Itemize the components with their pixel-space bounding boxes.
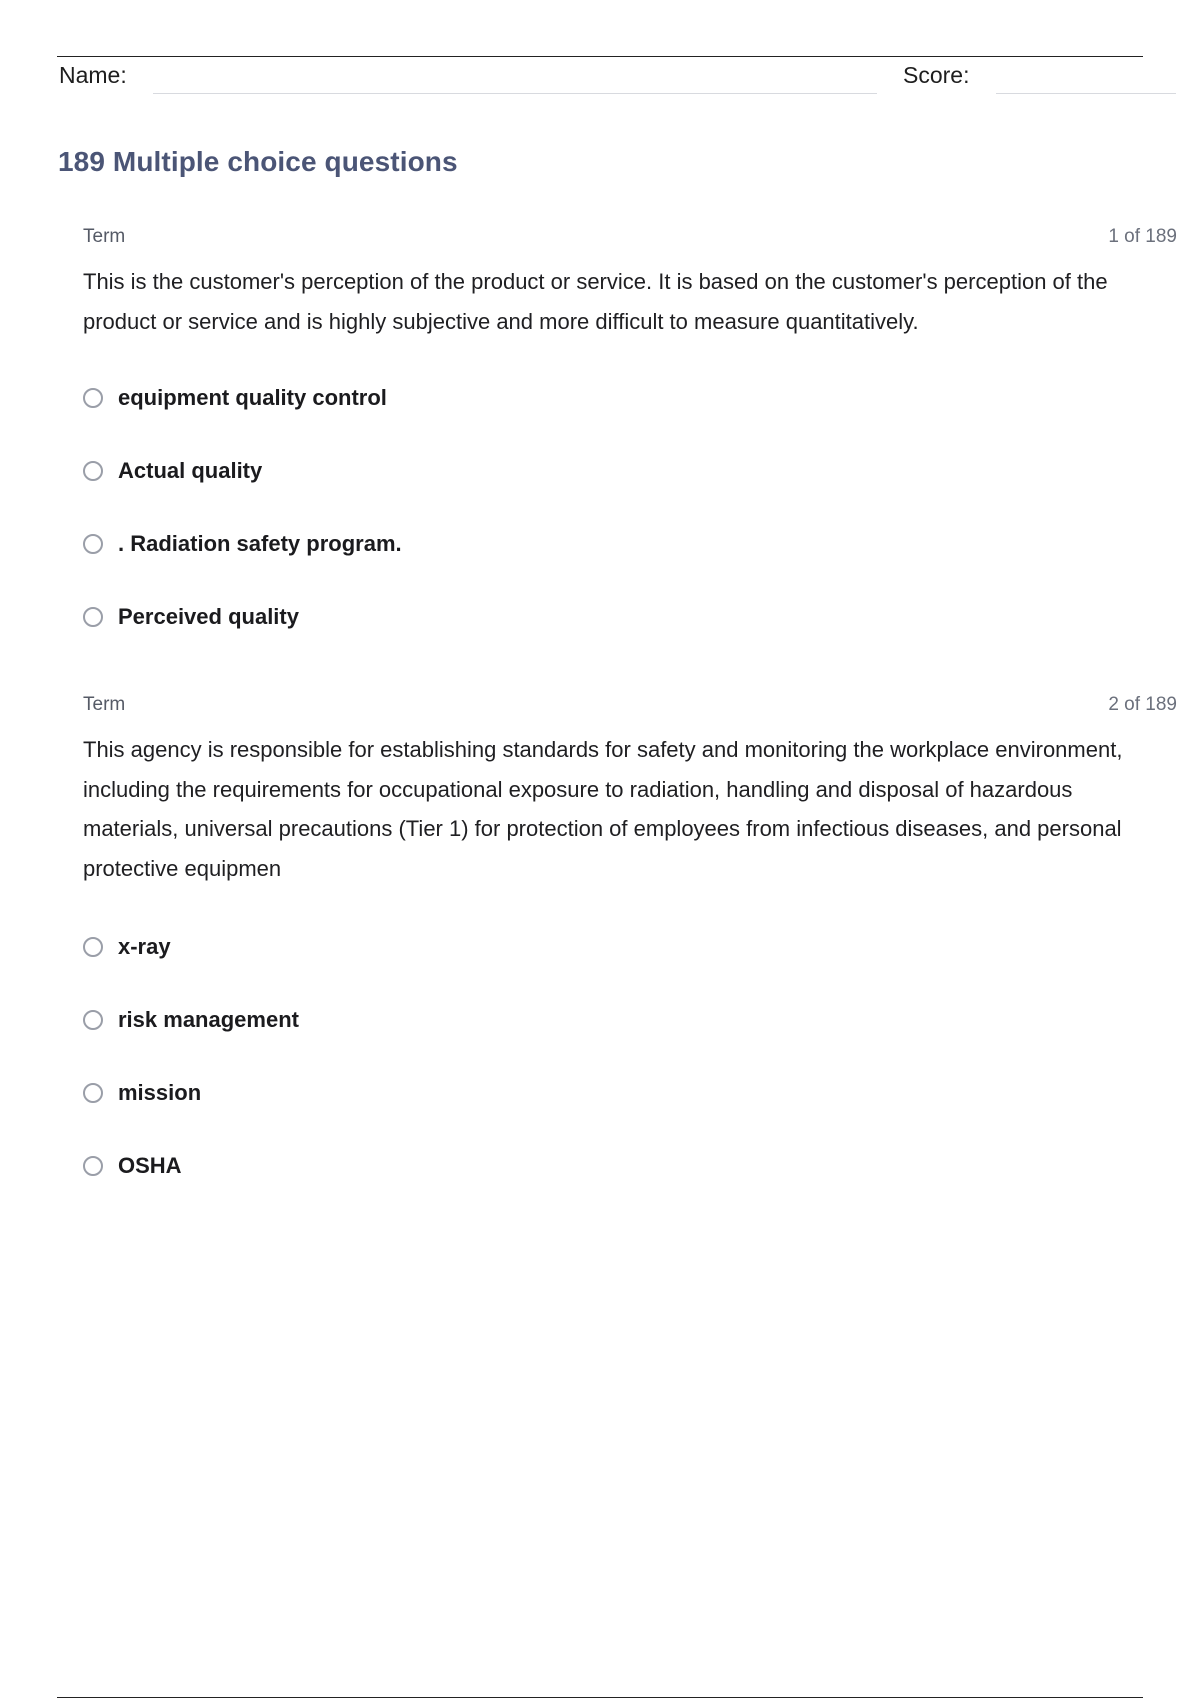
- radio-button-icon[interactable]: [83, 937, 103, 957]
- question-counter: 1 of 189: [1108, 226, 1177, 247]
- answer-option[interactable]: [83, 507, 1177, 580]
- answer-option-label: risk management: [118, 1006, 299, 1032]
- bottom-divider: [57, 1697, 1143, 1698]
- radio-button-icon[interactable]: [83, 534, 103, 554]
- question-kind: Term: [83, 694, 126, 715]
- header: [59, 62, 1179, 96]
- answer-options: [83, 361, 1177, 653]
- name-label: Name:: [59, 62, 127, 88]
- top-divider: [57, 56, 1143, 57]
- question-header: [83, 694, 1177, 720]
- radio-button-icon[interactable]: [83, 388, 103, 408]
- answer-option-label: x-ray: [118, 933, 171, 959]
- answer-option-label: OSHA: [118, 1152, 182, 1178]
- question-kind: Term: [83, 226, 126, 247]
- answer-option[interactable]: [83, 580, 1177, 653]
- answer-option[interactable]: [83, 1056, 1177, 1129]
- question-text: This agency is responsible for establishing standards for safety and monitoring the workplace environment, including the requirements for occupational exposure to radiation, handling and disposal of hazardous materials, universal precautions (Tier 1) for protection of employees from infectious diseases, and personal protective equipmen: [83, 737, 1123, 881]
- page-title: 189 Multiple choice questions: [58, 146, 458, 177]
- question-text: This is the customer's perception of the product or service. It is based on the customer's perception of the product or service and is highly subjective and more difficult to measure quantitatively.: [83, 269, 1108, 334]
- name-field[interactable]: [153, 93, 877, 94]
- radio-button-icon[interactable]: [83, 1156, 103, 1176]
- answer-option[interactable]: [83, 361, 1177, 434]
- answer-option-label: Actual quality: [118, 457, 263, 483]
- question-header: [83, 226, 1177, 252]
- radio-button-icon[interactable]: [83, 607, 103, 627]
- radio-button-icon[interactable]: [83, 1083, 103, 1103]
- question-counter: 2 of 189: [1108, 694, 1177, 715]
- answer-option-label: Perceived quality: [118, 603, 299, 629]
- answer-option-label: equipment quality control: [118, 384, 387, 410]
- score-label: Score:: [903, 62, 970, 88]
- answer-options: [83, 910, 1177, 1202]
- answer-option[interactable]: [83, 434, 1177, 507]
- answer-option-label: mission: [118, 1079, 202, 1105]
- radio-button-icon[interactable]: [83, 1010, 103, 1030]
- question-1: [83, 226, 1177, 653]
- answer-option-label: . Radiation safety program.: [118, 530, 402, 556]
- score-field[interactable]: [996, 93, 1176, 94]
- radio-button-icon[interactable]: [83, 461, 103, 481]
- answer-option[interactable]: [83, 910, 1177, 983]
- question-2: [83, 694, 1177, 1202]
- answer-option[interactable]: [83, 983, 1177, 1056]
- answer-option[interactable]: [83, 1129, 1177, 1202]
